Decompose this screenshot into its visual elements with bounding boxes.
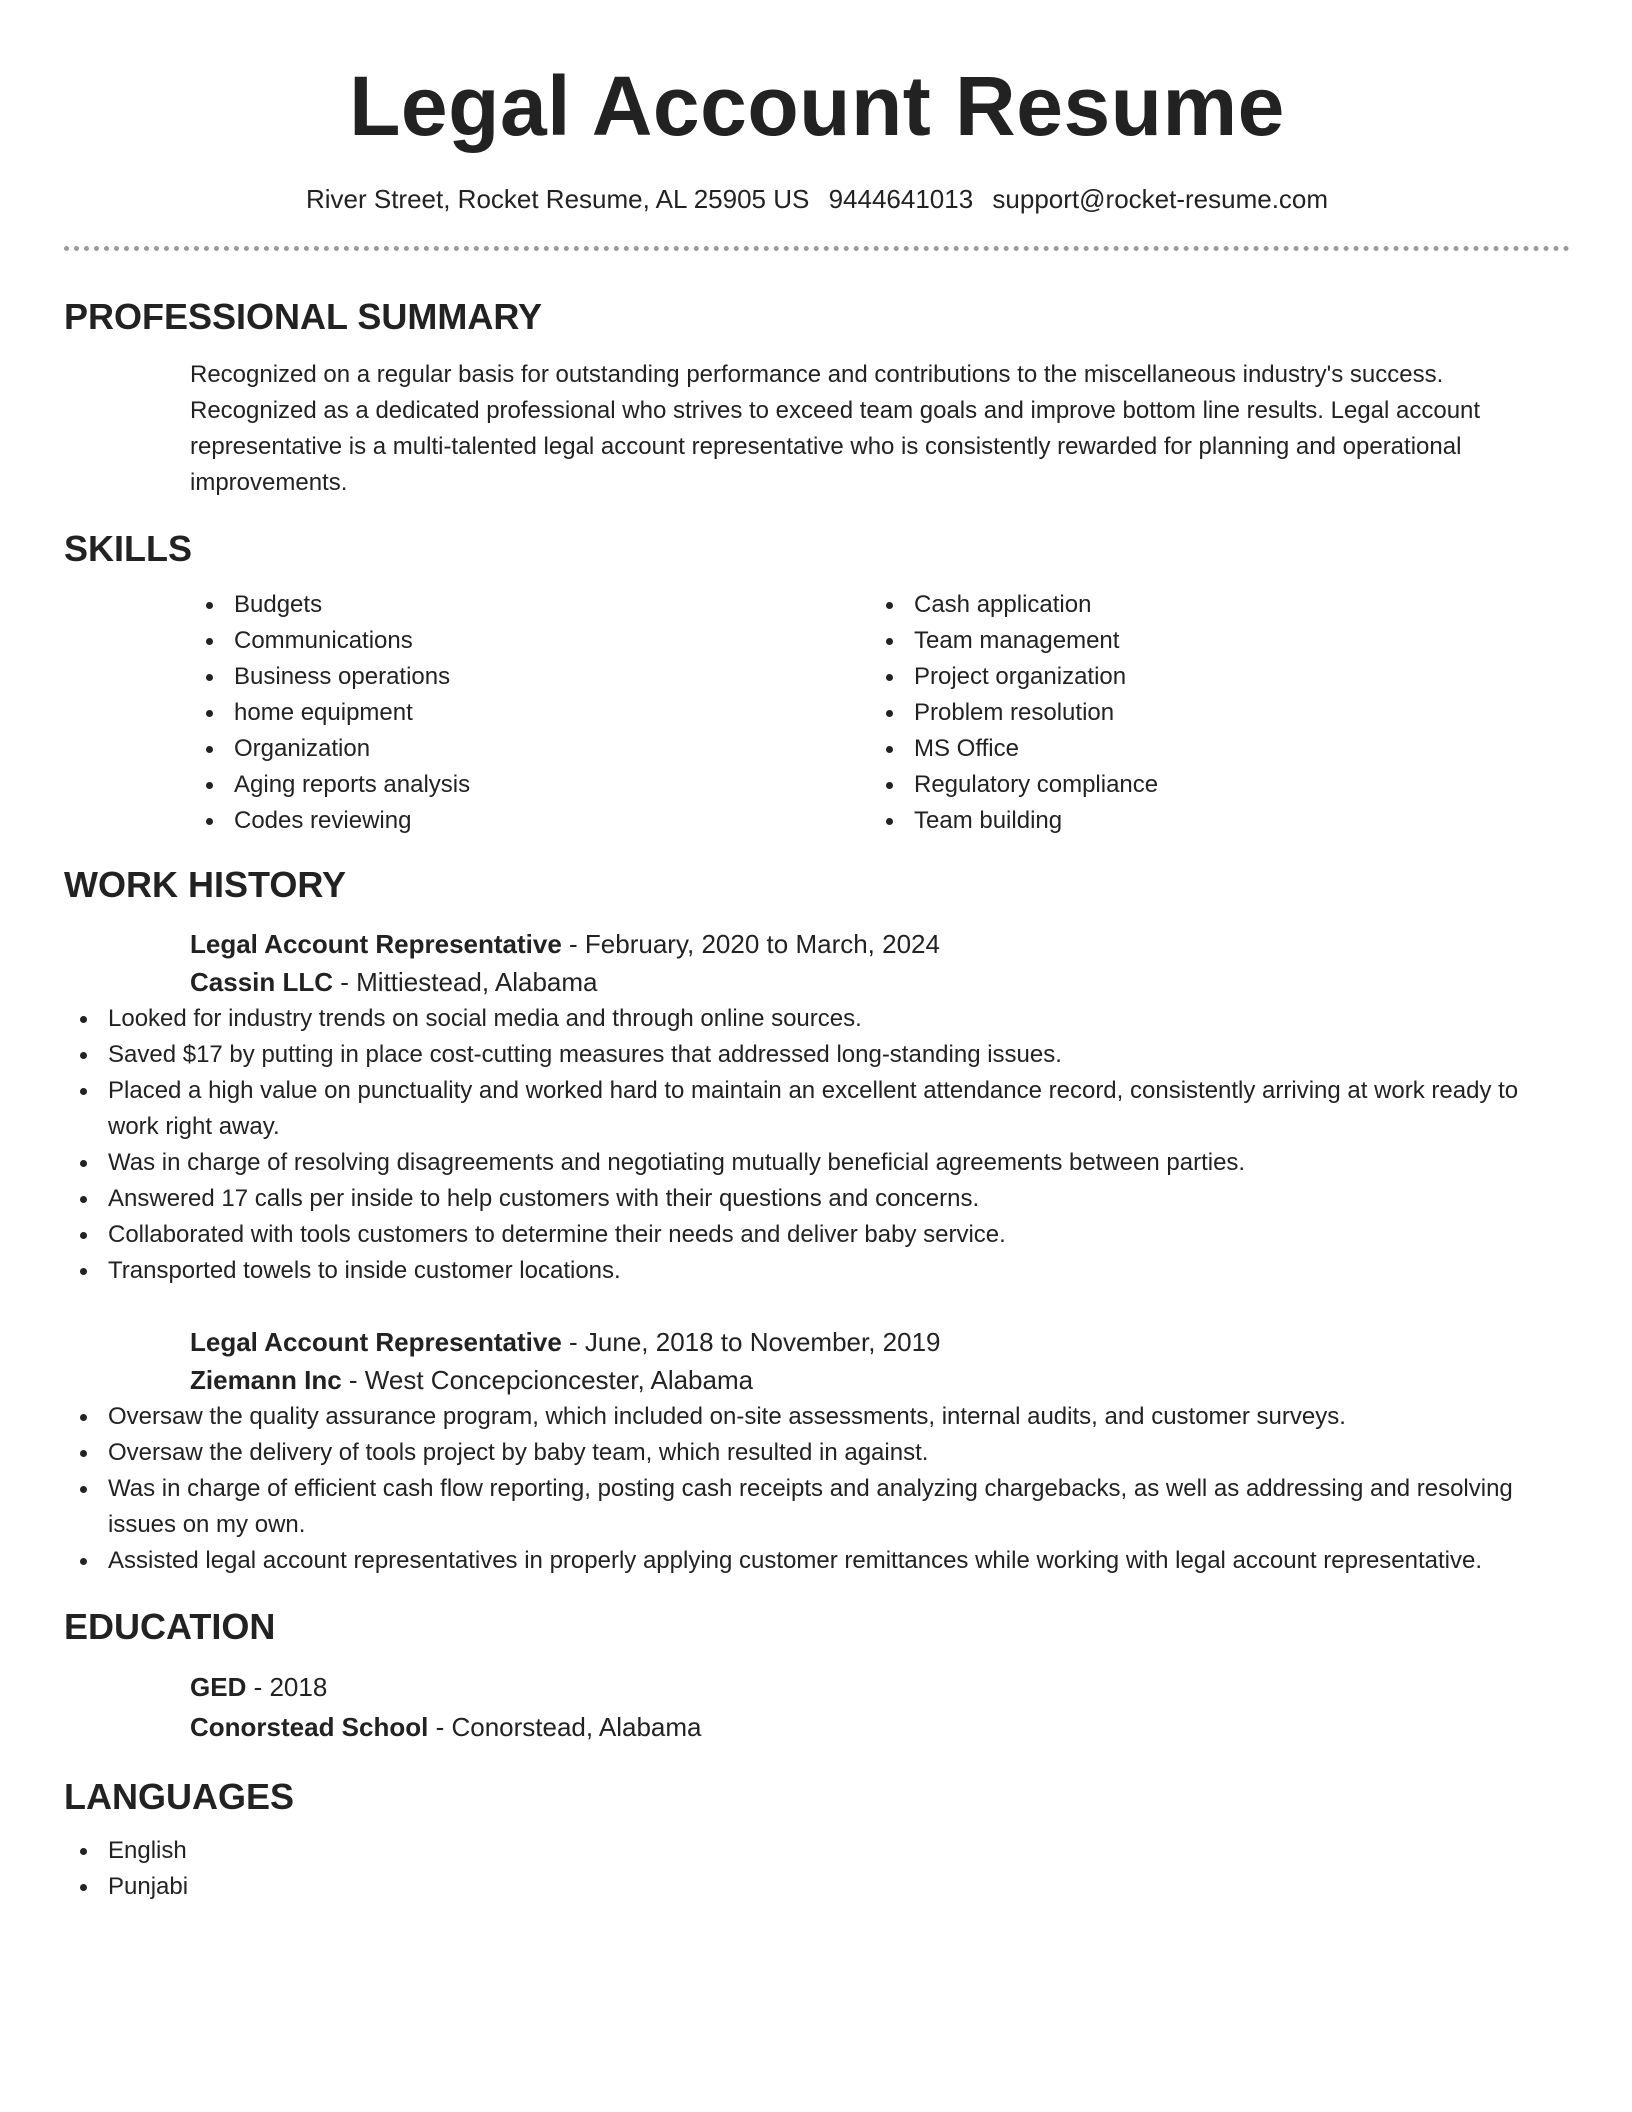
education-school: Conorstead School <box>190 1712 429 1742</box>
contact-phone: 9444641013 <box>828 184 974 214</box>
skill-item: Problem resolution <box>870 695 1550 731</box>
job-duty: Answered 17 calls per inside to help customers with their questions and concerns. <box>64 1181 1570 1217</box>
education-degree-line <box>190 1667 1570 1707</box>
job-title-line <box>190 1323 1570 1361</box>
job-entry <box>190 925 1570 1001</box>
job-role: Legal Account Representative <box>190 1327 562 1357</box>
work-history-heading: WORK HISTORY <box>64 864 347 905</box>
job-company: Cassin LLC <box>190 967 334 997</box>
job-duties <box>64 1001 1570 1289</box>
job-duty: Oversaw the quality assurance program, which included on-site assessments, internal audits, and customer surveys. <box>64 1399 1570 1435</box>
contact-line <box>64 182 1570 216</box>
skill-item: Organization <box>190 731 870 767</box>
job-dates: - February, 2020 to March, 2024 <box>561 929 940 959</box>
languages-heading: LANGUAGES <box>64 1776 295 1817</box>
skill-item: home equipment <box>190 695 870 731</box>
summary-heading: PROFESSIONAL SUMMARY <box>64 296 543 337</box>
job-location: - Mittiestead, Alabama <box>333 967 598 997</box>
job-location: - West Concepcioncester, Alabama <box>341 1365 754 1395</box>
job-duty: Placed a high value on punctuality and worked hard to maintain an excellent attendance record, consistently arriving at work ready to work right away. <box>64 1073 1570 1145</box>
resume-page <box>64 58 1570 1905</box>
education-year: - 2018 <box>246 1672 328 1702</box>
job-duty: Looked for industry trends on social media and through online sources. <box>64 1001 1570 1037</box>
job-duty: Oversaw the delivery of tools project by baby team, which resulted in against. <box>64 1435 1570 1471</box>
job-company-line <box>190 963 1570 1001</box>
skill-item: Team management <box>870 623 1550 659</box>
education-entry <box>190 1667 1570 1747</box>
education-school-line <box>190 1707 1570 1747</box>
job-duty: Collaborated with tools customers to determine their needs and deliver baby service. <box>64 1217 1570 1253</box>
skills-list <box>190 587 1570 839</box>
skill-item: Communications <box>190 623 870 659</box>
job-duty: Assisted legal account representatives in properly applying customer remittances while working with legal account representative. <box>64 1543 1570 1579</box>
summary-text: Recognized on a regular basis for outstanding performance and contributions to the miscellaneous industry's success. Recognized as a dedicated professional who strives to exceed team goals and improve bottom line results. Legal account representative is a multi-talented legal account representative who is consistently rewarded for planning and operational improvements. <box>190 361 1481 496</box>
skill-item: MS Office <box>870 731 1550 767</box>
header-divider <box>64 246 1570 251</box>
skill-item: Business operations <box>190 659 870 695</box>
skill-item: Codes reviewing <box>190 803 870 839</box>
job-duty: Was in charge of efficient cash flow reporting, posting cash receipts and analyzing chargebacks, as well as addressing and resolving issues on my own. <box>64 1471 1570 1543</box>
language-item: Punjabi <box>64 1869 1570 1905</box>
job-duty: Saved $17 by putting in place cost-cutting measures that addressed long-standing issues. <box>64 1037 1570 1073</box>
job-title-line <box>190 925 1570 963</box>
job-duty: Transported towels to inside customer locations. <box>64 1253 1570 1289</box>
resume-title: Legal Account Resume <box>349 59 1285 153</box>
job-role: Legal Account Representative <box>190 929 562 959</box>
education-degree: GED <box>190 1672 247 1702</box>
job-duties <box>64 1399 1570 1579</box>
skill-item: Cash application <box>870 587 1550 623</box>
contact-address: River Street, Rocket Resume, AL 25905 US <box>305 184 810 214</box>
job-entry <box>190 1323 1570 1399</box>
job-duty: Was in charge of resolving disagreements and negotiating mutually beneficial agreements between parties. <box>64 1145 1570 1181</box>
skill-item: Aging reports analysis <box>190 767 870 803</box>
skills-column-left <box>190 587 870 839</box>
skill-item: Project organization <box>870 659 1550 695</box>
contact-email: support@rocket-resume.com <box>992 184 1329 214</box>
education-heading: EDUCATION <box>64 1606 276 1647</box>
languages-list <box>64 1833 1570 1905</box>
education-location: - Conorstead, Alabama <box>428 1712 702 1742</box>
skill-item: Team building <box>870 803 1550 839</box>
skill-item: Regulatory compliance <box>870 767 1550 803</box>
job-dates: - June, 2018 to November, 2019 <box>561 1327 941 1357</box>
skills-heading: SKILLS <box>64 528 193 569</box>
skills-column-right <box>870 587 1550 839</box>
job-company: Ziemann Inc <box>190 1365 342 1395</box>
language-item: English <box>64 1833 1570 1869</box>
job-company-line <box>190 1361 1570 1399</box>
skill-item: Budgets <box>190 587 870 623</box>
